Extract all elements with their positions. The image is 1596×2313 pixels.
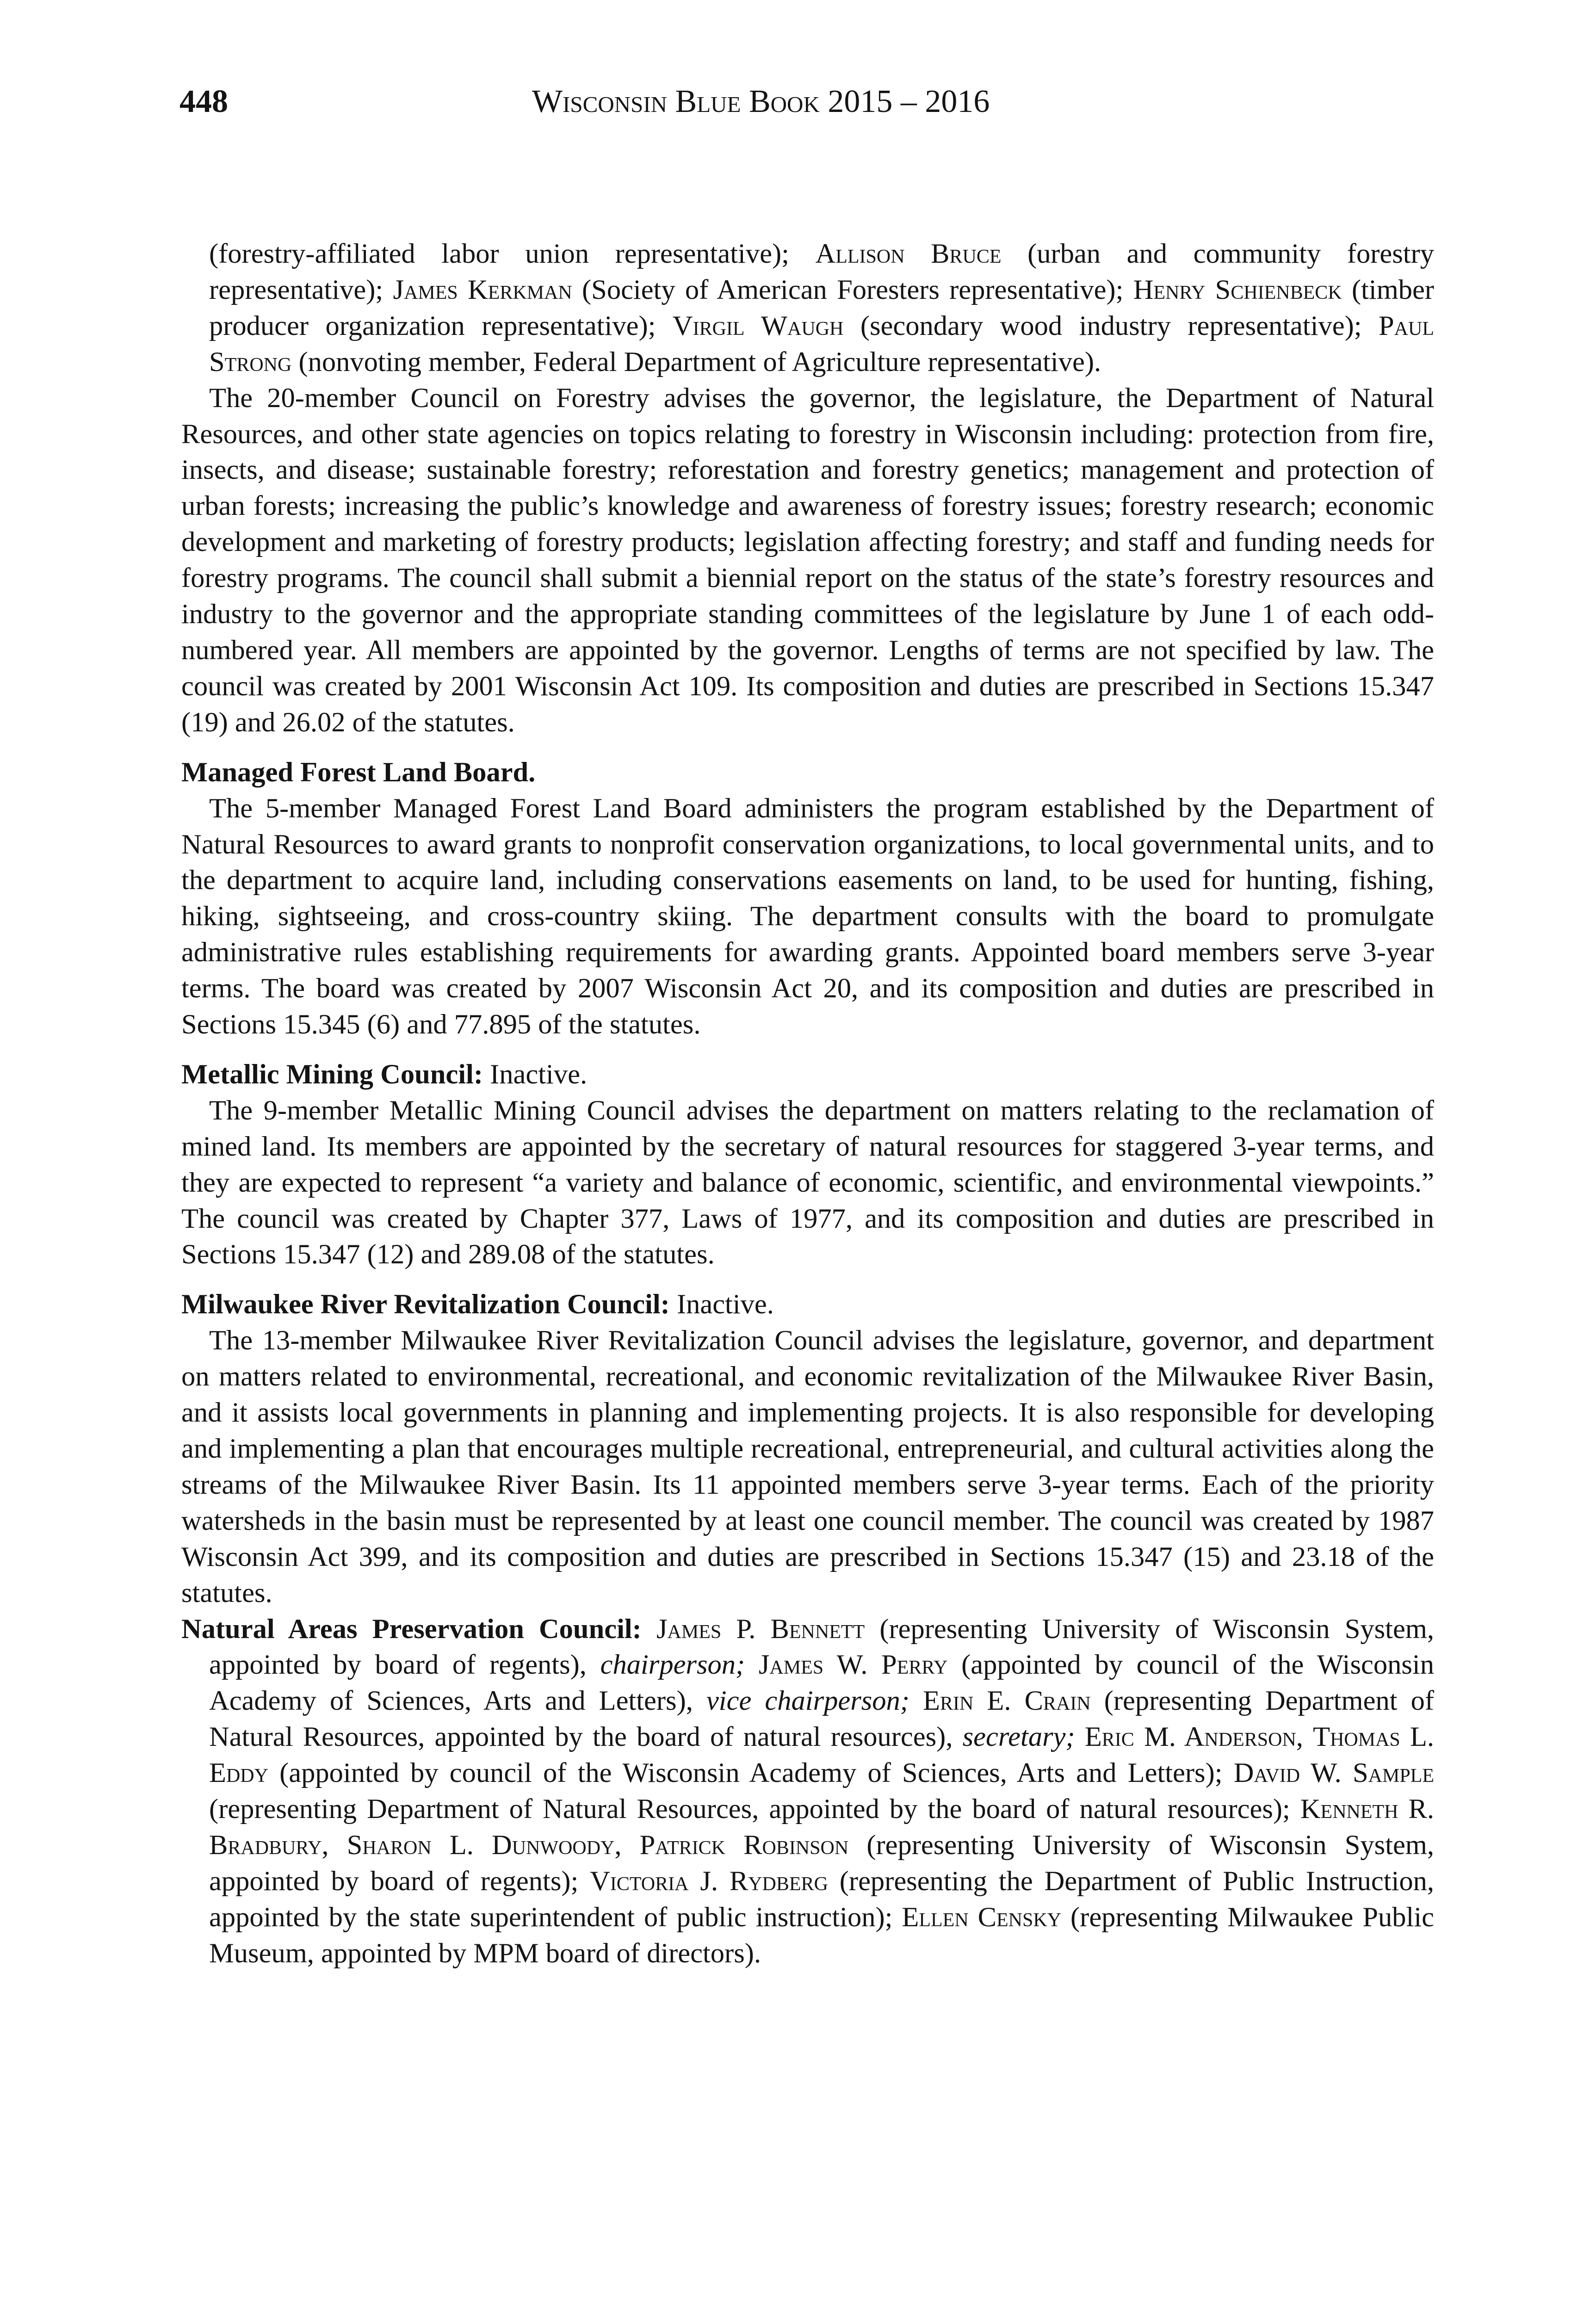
member-role: (representing the Department of Public Instruction, appointed by the state superintendent of public instruction);: [209, 1865, 1435, 1933]
member-title: secretary;: [962, 1721, 1075, 1753]
member-title: chairperson;: [600, 1649, 745, 1681]
member-role: (appointed by council of the Wisconsin Academy of Sciences, Arts and Letters);: [268, 1757, 1234, 1789]
member-role: (forestry-affiliated labor union representative);: [209, 238, 816, 269]
member-role: (representing University of Wisconsin System, appointed by board of regents);: [209, 1829, 1435, 1897]
member-role: (timber producer organization representative);: [209, 274, 1435, 341]
metallic-mining-description: The 9-member Metallic Mining Council advises the department on matters relating to the reclamation of mined land. Its members are appointed by the secretary of natural resources for staggered 3-year terms, and they are expected to represent “a variety and balance of economic, scientific, and environmental viewpoints.” The council was created by Chapter 377, Laws of 1977, and its composition and duties are prescribed in Sections 15.347 (12) and 289.08 of the statutes.: [181, 1095, 1434, 1270]
milwaukee-river-description: The 13-member Milwaukee River Revitalization Council advises the legislature, governor, and department on matters related to environmental, recreational, and economic revitalization of the Milwaukee River Basin, and it assists local governments in planning and implementing projects. It is also responsible for developing and implementing a plan that encourages multiple recreational, entrepreneurial, and cultural activities along the streams of the Milwaukee River Basin. Its 11 appointed members serve 3-year terms. Each of the priority watersheds in the basin must be represented by at least one council member. The council was created by 1987 Wisconsin Act 399, and its composition and duties are prescribed in Sections 15.347 (15) and 23.18 of the statutes.: [181, 1325, 1434, 1608]
milwaukee-river-heading: Milwaukee River Revitalization Council: Inactive.: [181, 1289, 774, 1320]
member-name: Eric M. Anderson: [1084, 1721, 1296, 1753]
managed-forest-entry: [181, 755, 1434, 1043]
member-name: David W. Sample: [1233, 1757, 1434, 1789]
member-role: (representing University of Wisconsin System, appointed by board of regents),: [209, 1613, 1435, 1681]
member-role: (representing Department of Natural Resources, appointed by the board of natural resources);: [209, 1794, 1300, 1825]
managed-forest-description: The 5-member Managed Forest Land Board administers the program established by the Department of Natural Resources to award grants to nonprofit conservation organizations, to local governmental units, and to the department to acquire land, including conservations easements on land, to be used for hunting, fishing, hiking, sightseeing, and cross-country skiing. The department consults with the board to promulgate administrative rules establishing requirements for awarding grants. Appointed board members serve 3-year terms. The board was created by 2007 Wisconsin Act 20, and its composition and duties are prescribed in Sections 15.345 (6) and 77.895 of the statutes.: [181, 792, 1434, 1040]
managed-forest-heading: Managed Forest Land Board.: [181, 756, 536, 788]
member-name: Thomas L. Eddy: [209, 1721, 1435, 1789]
member-role: (Society of American Foresters representative);: [572, 274, 1133, 305]
member-role: (nonvoting member, Federal Department of Agriculture representative).: [291, 346, 1101, 377]
member-role: (urban and community forestry representative);: [209, 238, 1434, 305]
natural-areas-heading: Natural Areas Preservation Council:: [181, 1613, 642, 1645]
member-name: Sharon L. Dunwoody: [346, 1829, 615, 1861]
running-head: Wisconsin Blue Book 2015 – 2016: [532, 84, 990, 119]
member-name: James Kerkman: [393, 274, 572, 305]
page-number: 448: [179, 84, 228, 119]
member-name: Victoria J. Rydberg: [590, 1865, 828, 1897]
milwaukee-river-entry: [181, 1286, 1434, 1611]
member-name: James P. Bennett: [656, 1613, 865, 1645]
member-name: Allison Bruce: [815, 238, 1002, 269]
natural-areas-entry: Natural Areas Preservation Council: James P. Bennett (representing University of Wisconsin System, appointed by board of regents), chairperson; James W. Perry (appointed by council of the Wisconsin Academy of Sciences, Arts and Letters), vice chairperson; Erin E. Crain (representing Department of Natural Resources, appointed by the board of natural resources), secretary; Eric M. Anderson, Thomas L. Eddy (appointed by council of the Wisconsin Academy of Sciences, Arts and Letters); David W. Sample (representing Department of Natural Resources, appointed by the board of natural resources); Kenneth R. Bradbury, Sharon L. Dunwoody, Patrick Robinson (representing University of Wisconsin System, appointed by board of regents); Victoria J. Rydberg (representing the Department of Public Instruction, appointed by the state superintendent of public instruction); Ellen Censky (representing Milwaukee Public Museum, appointed by MPM board of directors).: [181, 1613, 1435, 1969]
continued-member-list: [181, 236, 1434, 380]
page-body: [181, 236, 1434, 1972]
member-name: Kenneth R. Bradbury: [209, 1794, 1434, 1861]
member-title: vice chairperson;: [706, 1685, 909, 1717]
member-name: Patrick Robinson: [639, 1829, 849, 1861]
status-inactive: Inactive.: [483, 1058, 588, 1090]
member-name: James W. Perry: [758, 1649, 948, 1681]
member-name: Henry Schienbeck: [1133, 274, 1342, 305]
member-name: Virgil Waugh: [672, 310, 844, 341]
member-role: (appointed by council of the Wisconsin Academy of Sciences, Arts and Letters),: [209, 1649, 1434, 1717]
council-on-forestry-description: The 20-member Council on Forestry advises the governor, the legislature, the Department of Natural Resources, and other state agencies on topics relating to forestry in Wisconsin including: protection from fire, insects, and disease; sustainable forestry; reforestation and forestry genetics; management and protection of urban forests; increasing the public’s knowledge and awareness of forestry issues; forestry research; economic development and marketing of forestry products; legislation affecting forestry; and staff and funding needs for forestry programs. The council shall submit a biennial report on the status of the state’s forestry resources and industry to the governor and the appropriate standing committees of the legislature by June 1 of each odd-numbered year. All members are appointed by the governor. Lengths of terms are not specified by law. The council was created by 2001 Wisconsin Act 109. Its composition and duties are prescribed in Sections 15.347 (19) and 26.02 of the statutes.: [181, 382, 1434, 738]
status-inactive: Inactive.: [669, 1289, 774, 1320]
metallic-mining-heading: Metallic Mining Council: Inactive.: [181, 1058, 588, 1090]
member-role: (secondary wood industry representative);: [843, 310, 1379, 341]
member-name: Paul Strong: [209, 310, 1435, 377]
member-name: Erin E. Crain: [923, 1685, 1091, 1717]
metallic-mining-entry: [181, 1057, 1434, 1273]
member-name: Ellen Censky: [902, 1901, 1062, 1933]
member-role: (representing Department of Natural Resources, appointed by the board of natural resources),: [209, 1685, 1434, 1753]
member-role: (representing Milwaukee Public Museum, appointed by MPM board of directors).: [209, 1901, 1434, 1969]
